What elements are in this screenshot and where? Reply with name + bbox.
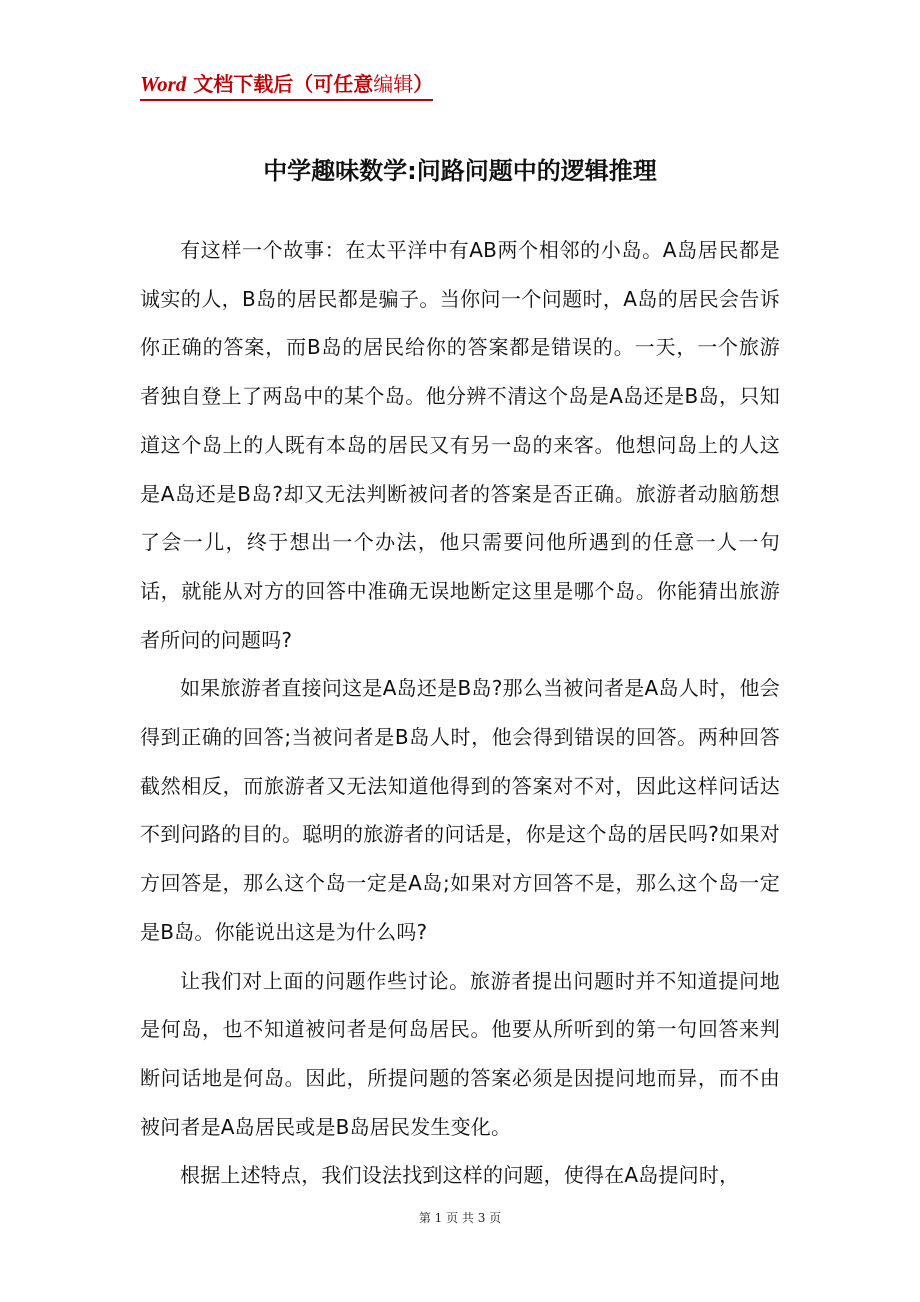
paragraph-3: 让我们对上面的问题作些讨论。旅游者提出问题时并不知道提问地是何岛，也不知道被问者是何岛居民。他要从所听到的第一句回答来判断问话地是何岛。因此，所提问题的答案必须是因提问地而异，而不由被问者是A岛居民或是B岛居民发生变化。 (140, 968, 780, 1139)
paragraph-2: 如果旅游者直接问这是A岛还是B岛?那么当被问者是A岛人时，他会得到正确的回答;当被问者是B岛人时，他会得到错误的回答。两种回答截然相反，而旅游者又无法知道他得到的答案对不对，因此这样问话达不到问路的目的。聪明的旅游者的问话是，你是这个岛的居民吗?如果对方回答是，那么这个岛一定是A岛;如果对方回答不是，那么这个岛一定是B岛。你能说出这是为什么吗? (140, 676, 780, 944)
page-footer: 第 1 页 共 3 页 (418, 1211, 502, 1225)
banner-text-end: ） (413, 72, 434, 96)
banner-text-edit: 编辑 (373, 72, 414, 96)
download-banner[interactable] (140, 68, 433, 101)
banner-word: Word (140, 72, 187, 96)
paragraph-1: 有这样一个故事：在太平洋中有AB两个相邻的小岛。A岛居民都是诚实的人，B岛的居民都是骗子。当你问一个问题时，A岛的居民会告诉你正确的答案，而B岛的居民给你的答案都是错误的。一天，一个旅游者独自登上了两岛中的某个岛。他分辨不清这个岛是A岛还是B岛，只知道这个岛上的人既有本岛的居民又有另一岛的来客。他想问岛上的人这是A岛还是B岛?却又无法判断被问者的答案是否正确。旅游者动脑筋想了会一儿，终于想出一个办法，他只需要问他所遇到的任意一人一句话，就能从对方的回答中准确无误地断定这里是哪个岛。你能猜出旅游者所问的问题吗? (140, 238, 780, 652)
banner-text: 文档下载后（可任意 (186, 72, 374, 96)
page-title: 中学趣味数学:问路问题中的逻辑推理 (263, 157, 657, 185)
paragraph-4: 根据上述特点，我们设法找到这样的问题，使得在A岛提问时， (180, 1163, 740, 1188)
document-body (140, 226, 780, 1200)
